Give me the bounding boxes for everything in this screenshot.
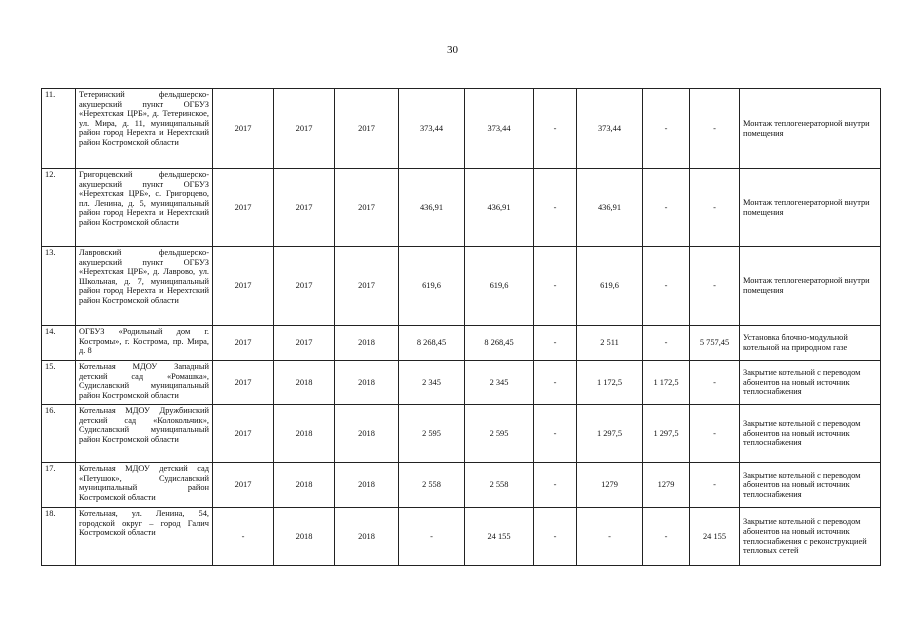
cell-value: - (534, 405, 577, 463)
cell-value: 8 268,45 (465, 326, 534, 361)
cell-value: - (643, 247, 690, 326)
cell-value: - (690, 463, 740, 508)
cell-value: 8 268,45 (399, 326, 465, 361)
cell-value: - (399, 508, 465, 566)
cell-value: 436,91 (399, 169, 465, 247)
cell-value: 1279 (643, 463, 690, 508)
cell-value: - (534, 508, 577, 566)
row-number: 15. (42, 361, 76, 405)
cell-value: 373,44 (399, 89, 465, 169)
cell-value: 2 595 (399, 405, 465, 463)
cell-value: 2018 (335, 508, 399, 566)
object-name: Тетеринский фельдшерско-акушерский пункт ОГБУЗ «Нерехтская ЦРБ», д. Тетеринское, ул. Мира, д. 11, муниципальный район город Нерехта и Нерехтский район Костромской области (76, 89, 213, 169)
cell-value: - (534, 247, 577, 326)
object-name: ОГБУЗ «Родильный дом г. Костромы», г. Кострома, пр. Мира, д. 8 (76, 326, 213, 361)
cell-value: 373,44 (465, 89, 534, 169)
cell-value: - (690, 361, 740, 405)
measure-description: Монтаж теплогенераторной внутри помещения (740, 89, 881, 169)
cell-value: 2017 (335, 89, 399, 169)
cell-value: 2017 (213, 247, 274, 326)
cell-value: - (213, 508, 274, 566)
cell-value: - (643, 169, 690, 247)
page-number: 30 (447, 44, 458, 56)
object-name: Григорцевский фельдшерско-акушерский пункт ОГБУЗ «Нерехтская ЦРБ», с. Григорцево, пл. Ленина, д. 5, муниципальный район город Нерехта и Нерехтский район Костромской области (76, 169, 213, 247)
table-row (42, 361, 881, 405)
cell-value: - (577, 508, 643, 566)
object-name: Котельная, ул. Ленина, 54, городской округ – город Галич Костромской области (76, 508, 213, 566)
cell-value: 24 155 (465, 508, 534, 566)
table-row (42, 508, 881, 566)
cell-value: 373,44 (577, 89, 643, 169)
row-number: 12. (42, 169, 76, 247)
measure-description: Установка блочно-модульной котельной на природном газе (740, 326, 881, 361)
table-row (42, 463, 881, 508)
cell-value: 1 297,5 (577, 405, 643, 463)
cell-value: 436,91 (577, 169, 643, 247)
table-row (42, 405, 881, 463)
cell-value: 2018 (335, 463, 399, 508)
cell-value: 1279 (577, 463, 643, 508)
cell-value: 619,6 (399, 247, 465, 326)
row-number: 17. (42, 463, 76, 508)
cell-value: - (690, 89, 740, 169)
table-row (42, 247, 881, 326)
object-name: Котельная МДОУ Дружбинский детский сад «Колокольчик», Судиславский муниципальный район Костромской области (76, 405, 213, 463)
cell-value: - (534, 89, 577, 169)
cell-value: 2 558 (399, 463, 465, 508)
cell-value: 24 155 (690, 508, 740, 566)
cell-value: 2017 (335, 247, 399, 326)
cell-value: 2 558 (465, 463, 534, 508)
cell-value: 2018 (274, 361, 335, 405)
cell-value: 2017 (213, 169, 274, 247)
cell-value: 2017 (213, 361, 274, 405)
cell-value: 1 172,5 (577, 361, 643, 405)
table-row (42, 89, 881, 169)
row-number: 16. (42, 405, 76, 463)
cell-value: 2018 (274, 463, 335, 508)
cell-value: 2017 (335, 169, 399, 247)
cell-value: 2017 (213, 405, 274, 463)
row-number: 18. (42, 508, 76, 566)
measure-description: Монтаж теплогенераторной внутри помещения (740, 247, 881, 326)
cell-value: 2017 (274, 326, 335, 361)
cell-value: - (534, 326, 577, 361)
row-number: 14. (42, 326, 76, 361)
cell-value: 436,91 (465, 169, 534, 247)
cell-value: 2018 (274, 405, 335, 463)
cell-value: 2 511 (577, 326, 643, 361)
measure-description: Закрытие котельной с переводом абонентов на новый источник теплоснабжения (740, 463, 881, 508)
cell-value: - (534, 361, 577, 405)
cell-value: 2017 (213, 463, 274, 508)
cell-value: 1 172,5 (643, 361, 690, 405)
cell-value: - (690, 405, 740, 463)
cell-value: 2017 (274, 169, 335, 247)
investment-program-table (41, 88, 881, 566)
row-number: 13. (42, 247, 76, 326)
cell-value: - (643, 89, 690, 169)
measure-description: Закрытие котельной с переводом абонентов на новый источник теплоснабжения с реконструкцией тепловых сетей (740, 508, 881, 566)
object-name: Котельная МДОУ детский сад «Петушок», Судиславский муниципальный район Костромской области (76, 463, 213, 508)
cell-value: 1 297,5 (643, 405, 690, 463)
table-row (42, 169, 881, 247)
cell-value: 619,6 (465, 247, 534, 326)
cell-value: 2 345 (465, 361, 534, 405)
measure-description: Монтаж теплогенераторной внутри помещения (740, 169, 881, 247)
cell-value: 2018 (335, 361, 399, 405)
cell-value: 2 345 (399, 361, 465, 405)
measure-description: Закрытие котельной с переводом абонентов на новый источник теплоснабжения (740, 405, 881, 463)
cell-value: 2017 (274, 89, 335, 169)
cell-value: 2017 (274, 247, 335, 326)
cell-value: - (643, 326, 690, 361)
object-name: Лавровский фельдшерско-акушерский пункт ОГБУЗ «Нерехтская ЦРБ», д. Лаврово, ул. Школьная, д. 7, муниципальный район город Нерехта и Нерехтский район Костромской области (76, 247, 213, 326)
cell-value: - (690, 169, 740, 247)
cell-value: 2018 (335, 326, 399, 361)
cell-value: 5 757,45 (690, 326, 740, 361)
cell-value: - (690, 247, 740, 326)
object-name: Котельная МДОУ Западный детский сад «Ромашка», Судиславский муниципальный район Костромской области (76, 361, 213, 405)
cell-value: 2 595 (465, 405, 534, 463)
cell-value: 2017 (213, 89, 274, 169)
cell-value: 2018 (335, 405, 399, 463)
measure-description: Закрытие котельной с переводом абонентов на новый источник теплоснабжения (740, 361, 881, 405)
cell-value: - (534, 169, 577, 247)
cell-value: 2017 (213, 326, 274, 361)
row-number: 11. (42, 89, 76, 169)
table-row (42, 326, 881, 361)
cell-value: 2018 (274, 508, 335, 566)
cell-value: - (534, 463, 577, 508)
cell-value: 619,6 (577, 247, 643, 326)
cell-value: - (643, 508, 690, 566)
